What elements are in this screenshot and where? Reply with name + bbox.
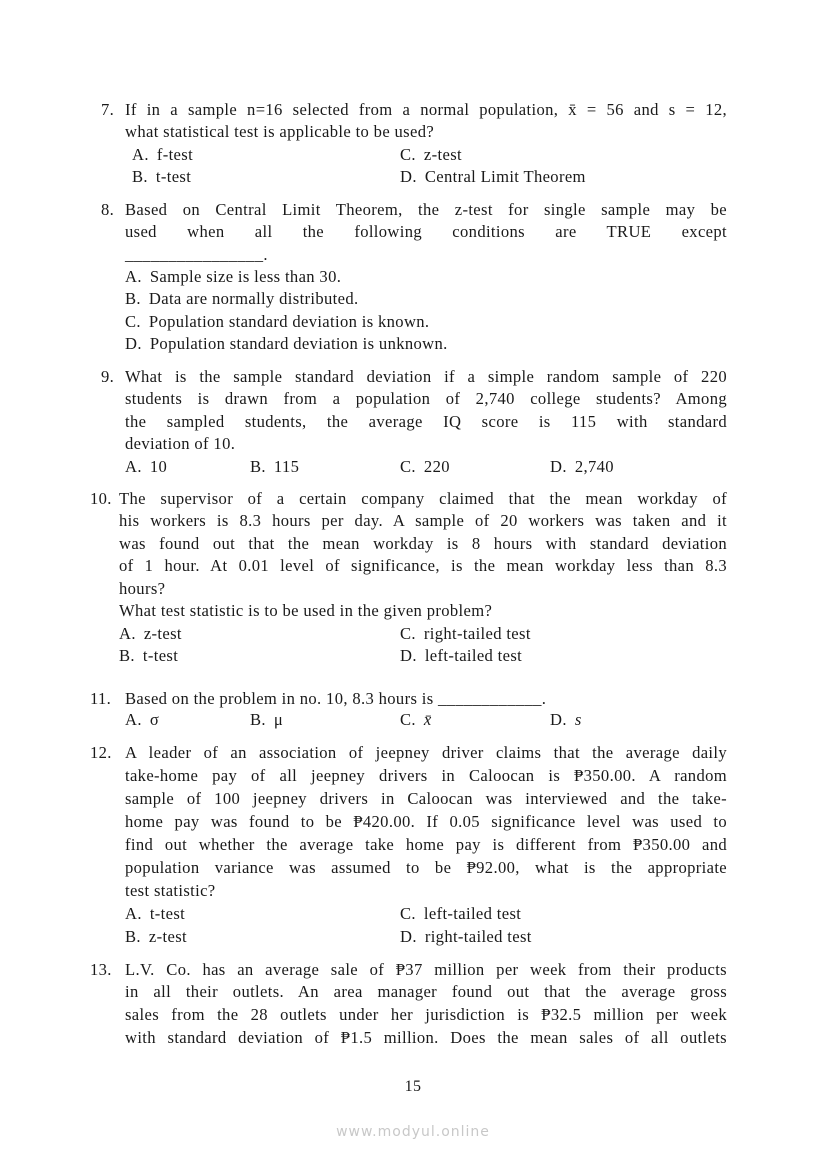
question-number: 7.: [101, 100, 115, 119]
option-text: right-tailed test: [424, 927, 532, 946]
question-text-line: his workers is 8.3 hours per day. A sample of 20 workers was taken and it: [119, 511, 727, 530]
option-text: right-tailed test: [423, 624, 531, 643]
question-number: 13.: [90, 960, 112, 979]
option-label: B.: [125, 289, 141, 308]
option-label: C.: [400, 457, 416, 476]
answer-option: [125, 903, 185, 925]
answer-option: [119, 645, 178, 667]
answer-option: [400, 709, 432, 731]
question-text-line: was found out that the mean workday is 8 hours with standard deviation: [119, 534, 727, 553]
option-label: D.: [400, 167, 417, 186]
option-text: Population standard deviation is known.: [148, 312, 430, 331]
option-label: A.: [125, 457, 142, 476]
option-label: D.: [400, 927, 417, 946]
option-text: z-test: [423, 145, 462, 164]
option-text: z-test: [148, 927, 187, 946]
answer-option: [125, 456, 167, 478]
question-text-line: A leader of an association of jeepney driver claims that the average daily: [125, 743, 727, 762]
question-text-line: deviation of 10.: [125, 434, 236, 453]
option-text: t-test: [149, 904, 186, 923]
option-label: C.: [400, 145, 416, 164]
option-text: 10: [149, 457, 168, 476]
option-text: t-test: [155, 167, 192, 186]
option-label: A.: [125, 267, 142, 286]
option-text: z-test: [143, 624, 182, 643]
option-label: B.: [119, 646, 135, 665]
answer-option: [550, 456, 614, 478]
option-text: 220: [423, 457, 450, 476]
question-text-line: of 1 hour. At 0.01 level of significance, is the mean workday less than 8.3: [119, 556, 727, 575]
question-text-line: the sampled students, the average IQ score is 115 with standard: [125, 412, 727, 431]
option-label: C.: [400, 710, 416, 729]
option-label: D.: [125, 334, 142, 353]
question-number: 12.: [90, 743, 112, 762]
option-label: B.: [132, 167, 148, 186]
option-label: B.: [250, 457, 266, 476]
option-label: A.: [125, 904, 142, 923]
answer-option: [400, 903, 521, 925]
answer-option: [132, 144, 193, 166]
question-text-line: ________________.: [125, 245, 268, 264]
question-text-line: sample of 100 jeepney drivers in Caloocan was interviewed and the take-: [125, 789, 727, 808]
question-text-line: students is drawn from a population of 2,740 college students? Among: [125, 389, 727, 408]
question-text-line: used when all the following conditions are TRUE except: [125, 222, 727, 241]
option-label: D.: [550, 710, 567, 729]
question-number: 9.: [101, 367, 115, 386]
watermark: www.modyul.online: [336, 1124, 490, 1140]
question-number: 8.: [101, 200, 115, 219]
answer-option: [132, 166, 191, 188]
answer-option: [400, 926, 532, 948]
option-text: 115: [273, 457, 300, 476]
option-text: left-tailed test: [424, 646, 523, 665]
question-text-line: with standard deviation of ₱1.5 million. Does the mean sales of all outlets: [125, 1028, 727, 1047]
question-text-line: If in a sample n=16 selected from a normal population, x̄ = 56 and s = 12,: [125, 100, 727, 119]
question-text-line: sales from the 28 outlets under her jurisdiction is ₱32.5 million per week: [125, 1005, 727, 1024]
option-text: 2,740: [574, 457, 614, 476]
answer-option: [400, 166, 586, 188]
question-number: 11.: [90, 689, 112, 708]
answer-option: [125, 311, 429, 333]
option-text: t-test: [142, 646, 179, 665]
answer-option: [400, 645, 522, 667]
page-number: 15: [404, 1078, 422, 1095]
question-text-line: take-home pay of all jeepney drivers in Caloocan is ₱350.00. A random: [125, 766, 727, 785]
question-text-line: test statistic?: [125, 881, 216, 900]
option-text: Data are normally distributed.: [148, 289, 359, 308]
option-label: A.: [125, 710, 142, 729]
option-label: D.: [400, 646, 417, 665]
question-text-line: home pay was found to be ₱420.00. If 0.05 significance level was used to: [125, 812, 727, 831]
option-text: μ: [273, 710, 284, 729]
option-text: left-tailed test: [423, 904, 522, 923]
option-label: C.: [400, 904, 416, 923]
question-text-line: The supervisor of a certain company claimed that the mean workday of: [119, 489, 727, 508]
option-label: D.: [550, 457, 567, 476]
answer-option: [400, 456, 450, 478]
answer-option: [400, 144, 462, 166]
answer-option: [119, 623, 182, 645]
answer-option: [125, 709, 159, 731]
option-label: A.: [132, 145, 149, 164]
option-text: σ: [149, 710, 160, 729]
question-number: 10.: [90, 489, 112, 508]
question-text-line: hours?: [119, 579, 166, 598]
answer-option: [250, 456, 299, 478]
question-text-line: what statistical test is applicable to be used?: [125, 122, 435, 141]
answer-option: [125, 926, 187, 948]
answer-option: [125, 266, 341, 288]
question-text-line: population variance was assumed to be ₱92.00, what is the appropriate: [125, 858, 727, 877]
question-text-line: in all their outlets. An area manager found out that the average gross: [125, 982, 727, 1001]
option-label: B.: [250, 710, 266, 729]
option-label: B.: [125, 927, 141, 946]
answer-option: [400, 623, 531, 645]
option-text: s: [574, 710, 582, 729]
option-text: f-test: [156, 145, 194, 164]
option-text: Sample size is less than 30.: [149, 267, 342, 286]
answer-option: [125, 288, 358, 310]
question-text-line: Based on the problem in no. 10, 8.3 hours is ____________.: [125, 689, 547, 708]
option-label: C.: [400, 624, 416, 643]
answer-option: [125, 333, 448, 355]
question-text-line: Based on Central Limit Theorem, the z-test for single sample may be: [125, 200, 727, 219]
option-text: x̄: [423, 710, 432, 729]
option-label: C.: [125, 312, 141, 331]
question-text-line: find out whether the average take home pay is different from ₱350.00 and: [125, 835, 727, 854]
answer-option: [250, 709, 283, 731]
option-text: Central Limit Theorem: [424, 167, 586, 186]
option-label: A.: [119, 624, 136, 643]
option-text: Population standard deviation is unknown.: [149, 334, 448, 353]
answer-option: [550, 709, 582, 731]
question-text-line: What is the sample standard deviation if a simple random sample of 220: [125, 367, 727, 386]
question-text-line: What test statistic is to be used in the given problem?: [119, 601, 493, 620]
question-text-line: L.V. Co. has an average sale of ₱37 million per week from their products: [125, 960, 727, 979]
